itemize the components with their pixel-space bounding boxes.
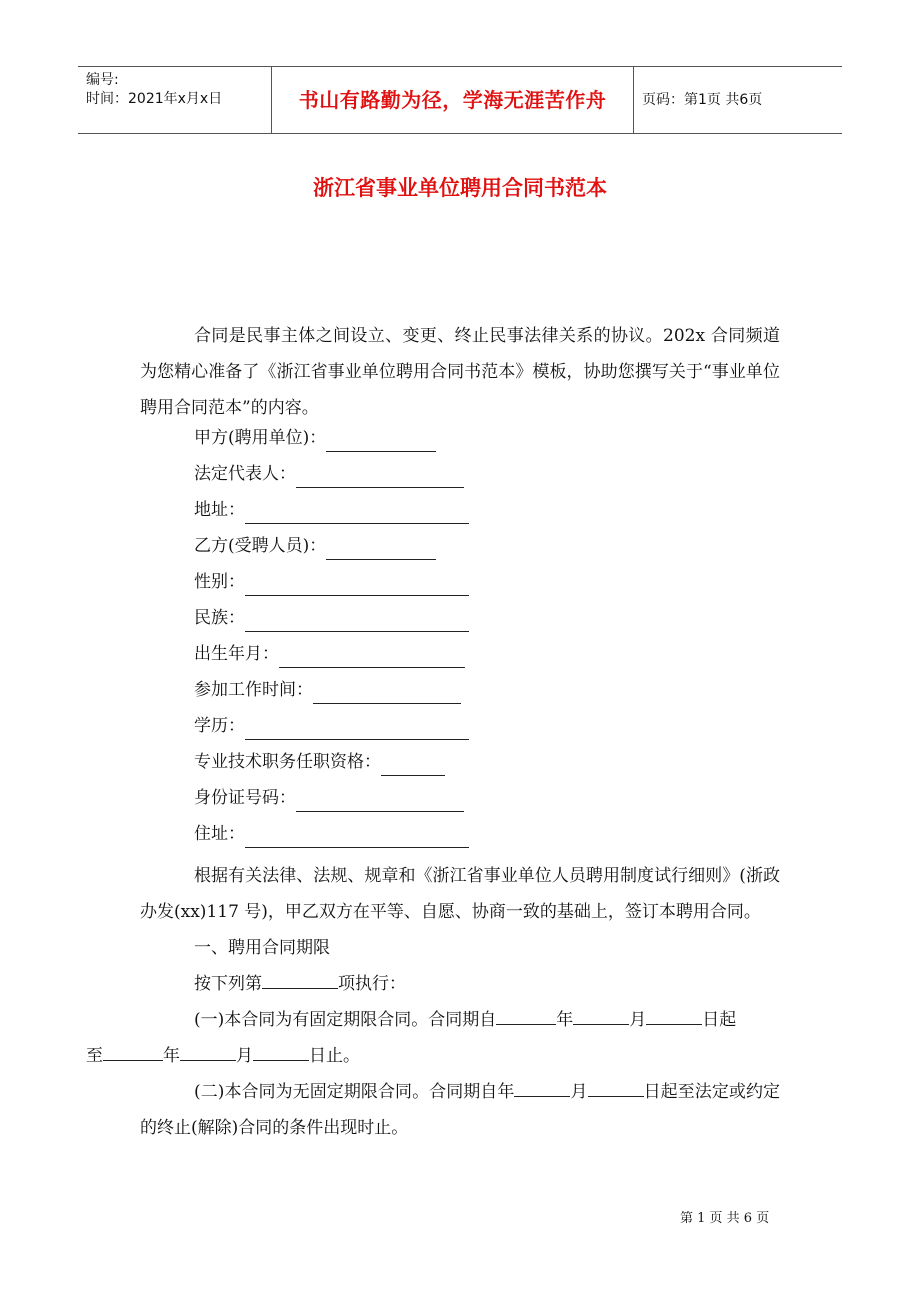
field-ethnicity: 民族： xyxy=(140,606,780,642)
start-month-blank[interactable] xyxy=(573,1010,629,1025)
page-footer: 第 1 页 共 6 页 xyxy=(680,1211,770,1226)
birth-blank[interactable] xyxy=(279,666,465,668)
basis-paragraph: 根据有关法律、法规、规章和《浙江省事业单位人员聘用制度试行细则》(浙政办发(xx)117 号)，甲乙双方在平等、自愿、协商一致的基础上，签订本聘用合同。 xyxy=(140,866,780,922)
open-start-day-blank[interactable] xyxy=(588,1082,644,1097)
field-party-a: 甲方(聘用单位)： xyxy=(140,426,780,462)
intro-paragraph: 合同是民事主体之间设立、变更、终止民事法律关系的协议。202x 合同频道为您精心准备了《浙江省事业单位聘用合同书范本》模板，协助您撰写关于“事业单位聘用合同范本”的内容。 xyxy=(140,326,780,418)
legal-rep-blank[interactable] xyxy=(296,486,464,488)
header-page-label: 页码：第1页 共6页 xyxy=(642,92,763,108)
id-number-blank[interactable] xyxy=(296,810,464,812)
option-open-term: (二)本合同为无固定期限合同。合同期自年 月 日起至法定或约定的终止(解除)合同的条件出现时止。 xyxy=(140,1082,781,1138)
ethnicity-blank[interactable] xyxy=(245,630,469,632)
end-day-blank[interactable] xyxy=(253,1046,309,1061)
document-title: 浙江省事业单位聘用合同书范本 xyxy=(313,176,607,200)
field-birth: 出生年月： xyxy=(140,642,780,678)
field-work-start: 参加工作时间： xyxy=(140,678,780,714)
qualification-blank[interactable] xyxy=(381,774,445,776)
option-fixed-term: (一)本合同为有固定期限合同。合同期自 年 月 日起 至 年 月 日止。 xyxy=(86,1010,737,1066)
field-party-b: 乙方(受聘人员)： xyxy=(140,534,780,570)
start-day-blank[interactable] xyxy=(646,1010,702,1025)
document-time-label: 时间：2021年x月x日 xyxy=(86,91,223,107)
field-residence: 住址： xyxy=(140,822,780,858)
choose-option-line: 按下列第 项执行： xyxy=(194,974,406,994)
document-body xyxy=(86,318,781,1146)
residence-blank[interactable] xyxy=(245,846,469,848)
field-qualification: 专业技术职务任职资格： xyxy=(140,750,780,786)
party-b-blank[interactable] xyxy=(326,558,436,560)
option-number-blank[interactable] xyxy=(262,974,338,989)
field-education: 学历： xyxy=(140,714,780,750)
field-gender: 性别： xyxy=(140,570,780,606)
education-blank[interactable] xyxy=(245,738,469,740)
field-id-number: 身份证号码： xyxy=(140,786,780,822)
header-slogan: 书山有路勤为径，学海无涯苦作舟 xyxy=(272,67,634,133)
section-heading-term: 一、聘用合同期限 xyxy=(194,938,330,958)
page-header xyxy=(78,66,842,134)
field-legal-rep: 法定代表人： xyxy=(140,462,780,498)
end-year-blank[interactable] xyxy=(103,1046,163,1061)
header-meta xyxy=(78,67,272,133)
field-address: 地址： xyxy=(140,498,780,534)
gender-blank[interactable] xyxy=(245,594,469,596)
end-month-blank[interactable] xyxy=(180,1046,236,1061)
document-number-label: 编号: xyxy=(86,72,119,88)
open-start-month-blank[interactable] xyxy=(514,1082,570,1097)
work-start-blank[interactable] xyxy=(313,702,461,704)
start-year-blank[interactable] xyxy=(496,1010,556,1025)
party-a-blank[interactable] xyxy=(326,450,436,452)
address-blank[interactable] xyxy=(245,522,469,524)
